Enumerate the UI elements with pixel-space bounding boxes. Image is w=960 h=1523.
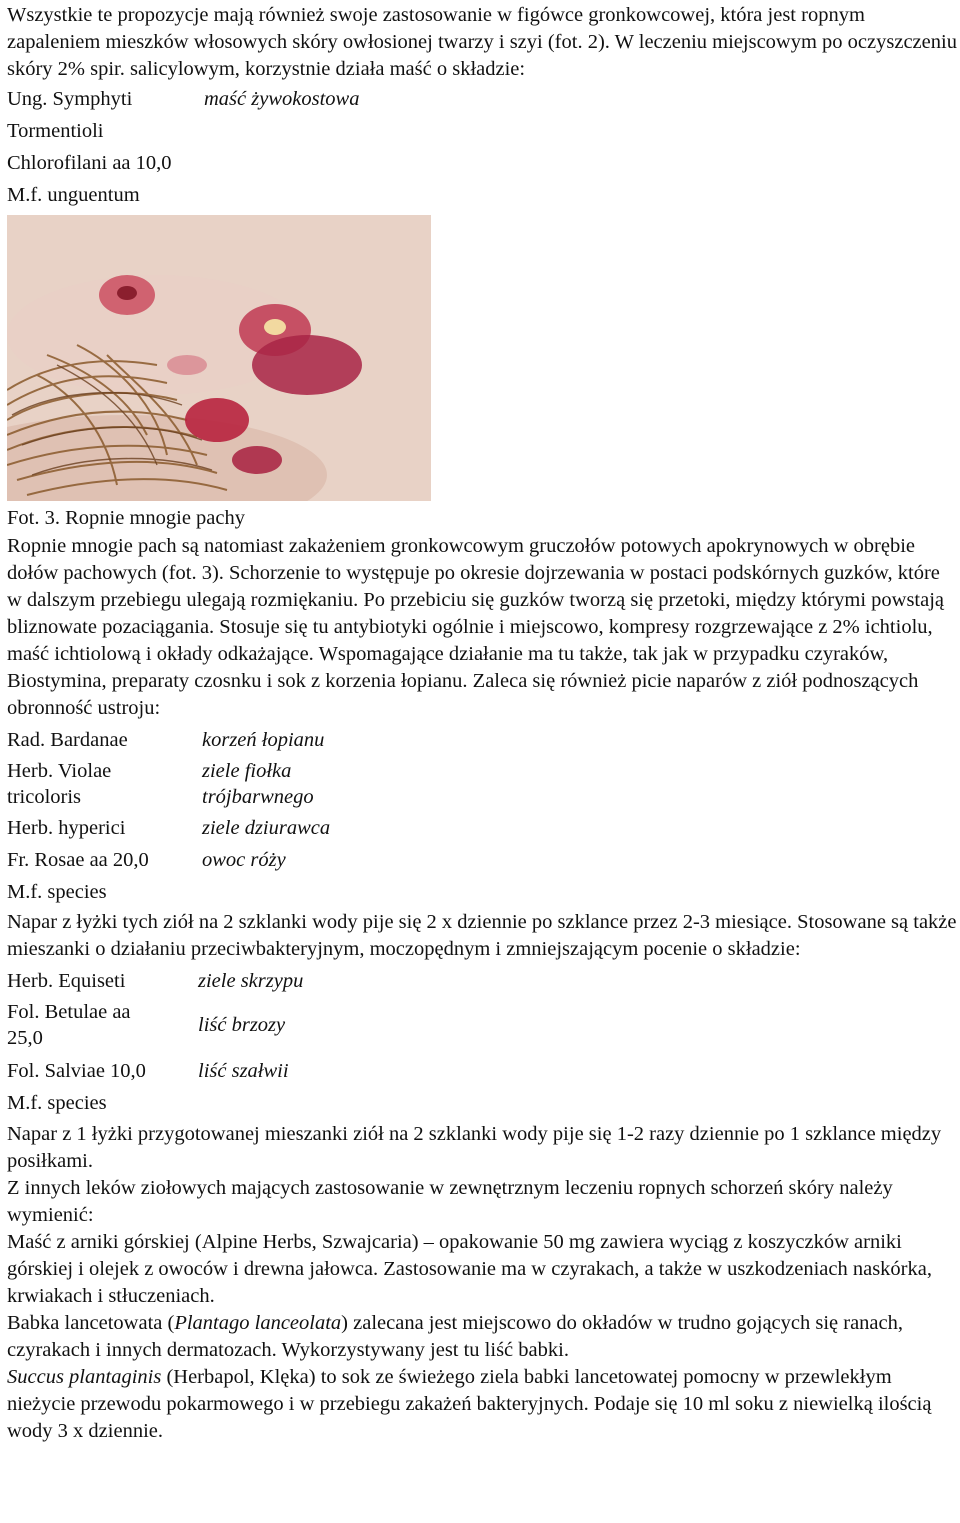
recipe-latin: Herb. hyperici: [7, 817, 126, 839]
succus-latin: Succus plantaginis: [7, 1366, 162, 1388]
recipe-polish: liść brzozy: [198, 1014, 286, 1036]
recipe-polish: ziele fiołka trójbarwnego: [202, 760, 314, 808]
recipe-latin: Fr. Rosae aa 20,0: [7, 849, 149, 871]
paragraph-plantain: [7, 1310, 957, 1364]
recipe-latin: Tormentioli: [7, 120, 104, 142]
recipe-latin: M.f. species: [7, 1092, 107, 1114]
document-page: [7, 0, 957, 1445]
recipe-row: [7, 83, 957, 115]
recipe-row: [7, 812, 957, 844]
photo-illustration: [7, 215, 431, 501]
recipe-polish: korzeń łopianu: [202, 729, 325, 751]
succus-text: (Herbapol, Klęka) to sok ze świeżego ziela babki lancetowatej pomocny w przewlekłym nieżycie przewodu pokarmowego i w przebiegu zakażeń bakteryjnych. Podaje się 10 ml soku z niewielką ilością wody 3 x dziennie.: [7, 1366, 932, 1442]
recipe-latin: Fol. Salviae 10,0: [7, 1060, 146, 1082]
paragraph-abscess: Ropnie mnogie pach są natomiast zakażeniem gronkowcowym gruczołów potowych apokrynowych w obrębie dołów pachowych (fot. 3). Schorzenie to występuje po okresie dojrzewania w postaci podskórnych guzków, które w dalszym przebiegu ulegają rozmiękaniu. Po przebiciu się guzków tworzą się przetoki, między którymi powstają bliznowate pozaciągania. Stosuje się tu antybiotyki ogólnie i miejscowo, kompresy rozgrzewające z 2% ichtiolu, maść ichtiolową i okłady odkażające. Wspomagające działanie ma tu także, tak jak w przypadku czyraków, Biostymina, preparaty czosnku i sok z korzenia łopianu. Zaleca się również picie naparów z ziół podnoszących obronność ustroju:: [7, 535, 945, 719]
medical-photo: [7, 215, 431, 501]
recipe-latin: Herb. Equiseti: [7, 970, 126, 992]
recipe-polish: ziele skrzypu: [198, 970, 304, 992]
recipe-latin: M.f. unguentum: [7, 184, 140, 206]
plantain-text-post: ) zalecana jest miejscowo do okładów w trudno gojących się ranach, czyrakach i innych dermatozach. Wykorzystywany jest tu liść babki.: [7, 1312, 904, 1361]
recipe-ointment: [7, 83, 957, 211]
paragraph-dosage: Napar z 1 łyżki przygotowanej mieszanki ziół na 2 szklanki wody pije się 1-2 razy dziennie po 1 szklance między posiłkami.: [7, 1123, 942, 1172]
recipe-latin: Chlorofilani aa 10,0: [7, 152, 172, 174]
paragraph-succus: [7, 1364, 957, 1445]
recipe-row: [7, 179, 957, 211]
recipe-row: [7, 115, 957, 147]
recipe-row: [7, 756, 957, 812]
recipe-row: [7, 844, 957, 876]
recipe-latin: Herb. Violae tricoloris: [7, 760, 112, 808]
recipe-latin: Rad. Bardanae: [7, 729, 128, 751]
recipe-row: [7, 965, 957, 997]
recipe-polish: maść żywokostowa: [204, 88, 360, 110]
recipe-latin: M.f. species: [7, 881, 107, 903]
paragraph-other-herbs: Z innych leków ziołowych mających zastosowanie w zewnętrznym leczeniu ropnych schorzeń skóry należy wymienić:: [7, 1177, 893, 1226]
paragraph-arnica: Maść z arniki górskiej (Alpine Herbs, Szwajcaria) – opakowanie 50 mg zawiera wyciąg z koszyczków arniki górskiej i olejek z owoców i drewna jałowca. Zastosowanie ma w czyrakach, a także w uszkodzeniach naskórka, krwiakach i stłuczeniach.: [7, 1231, 932, 1307]
recipe-row: [7, 876, 957, 908]
recipe-herbs-2: [7, 965, 957, 1119]
recipe-row: [7, 1055, 957, 1087]
intro-paragraph: Wszystkie te propozycje mają również swoje zastosowanie w figówce gronkowcowej, która jest ropnym zapaleniem mieszków włosowych skóry owłosionej twarzy i szyi (fot. 2). W leczeniu miejscowym po oczyszczeniu skóry 2% spir. salicylowym, korzystnie działa maść o składzie:: [7, 4, 957, 80]
photo-caption: Fot. 3. Ropnie mnogie pachy: [7, 507, 246, 529]
recipe-latin: Fol. Betulae aa 25,0: [7, 1001, 131, 1049]
recipe-polish: ziele dziurawca: [202, 817, 331, 839]
recipe-polish: liść szałwii: [198, 1060, 289, 1082]
recipe-polish: owoc róży: [202, 849, 286, 871]
recipe-row: [7, 1087, 957, 1119]
recipe-latin: Ung. Symphyti: [7, 88, 133, 110]
plantain-latin: Plantago lanceolata: [174, 1312, 342, 1334]
recipe-row: [7, 997, 957, 1055]
recipe-herbs-1: [7, 724, 957, 908]
recipe-row: [7, 724, 957, 756]
plantain-text-pre: Babka lancetowata (: [7, 1312, 175, 1334]
recipe-row: [7, 147, 957, 179]
paragraph-infusion: Napar z łyżki tych ziół na 2 szklanki wody pije się 2 x dziennie po szklance przez 2-3 miesiące. Stosowane są także mieszanki o działaniu przeciwbakteryjnym, moczopędnym i zmniejszającym pocenie o składzie:: [7, 911, 957, 960]
